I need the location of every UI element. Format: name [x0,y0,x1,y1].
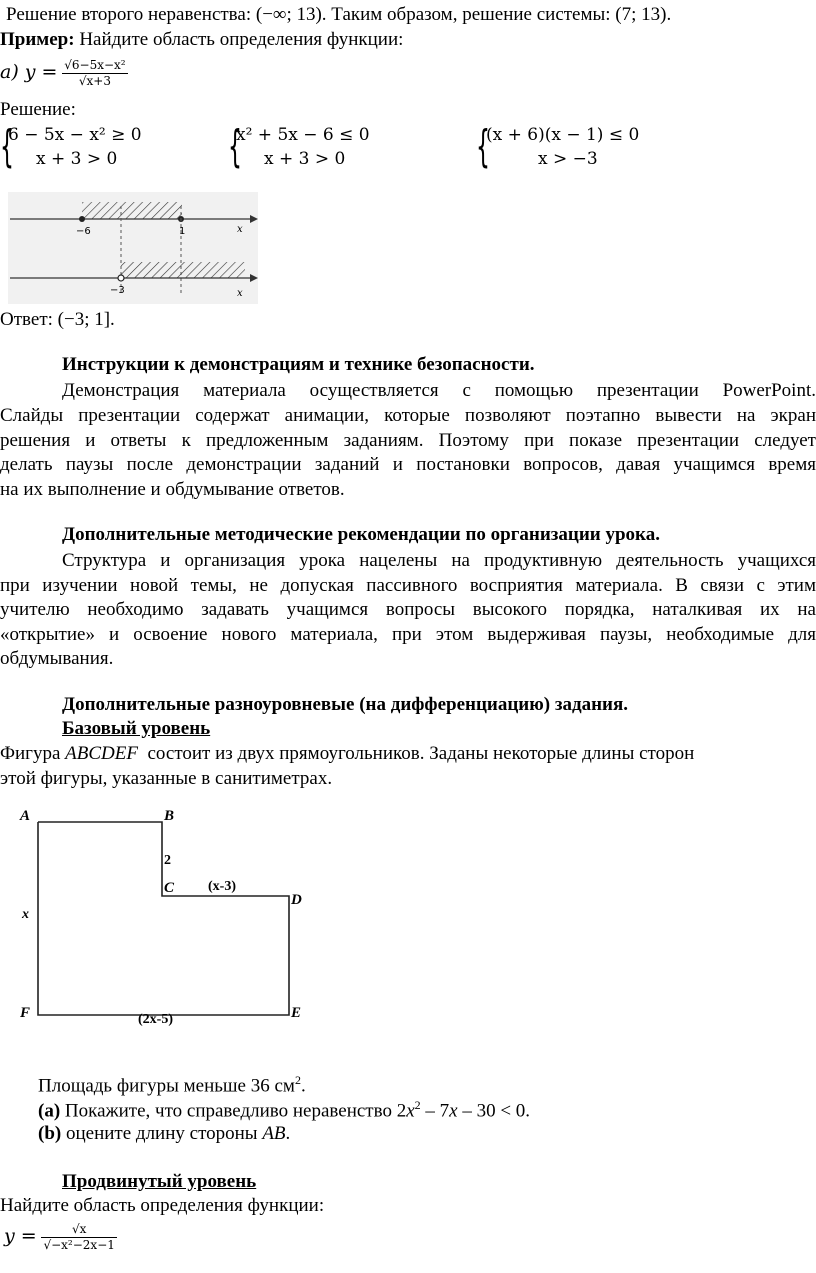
vertex-d: D [291,892,302,908]
task-b-label: (b) [38,1123,62,1144]
area-text [38,1073,306,1097]
answer: Ответ: (−3; 1]. [0,309,115,330]
label-1: 1 [179,226,186,237]
system-1-line2: x + 3 > 0 [36,149,118,169]
section1-line: решения и ответы к предложенным заданиям. Поэтому при показе презентации следует [0,430,816,451]
function-b [4,1222,117,1253]
label-minus3: −3 [110,285,125,296]
function-a-denominator: √x+3 [78,74,111,88]
vertex-b: B [164,808,175,824]
task-b-text: оцените длину стороны [65,1123,258,1144]
task-a-text: Покажите, что справедливо неравенство 2 [64,1100,407,1122]
area-text-main: Площадь фигуры меньше 36 см [38,1075,295,1097]
open-point-minus3 [118,275,124,281]
section2-line: при изучении новой темы, не допуская пассивного восприятия материала. В связи с этим [0,575,816,596]
vertex-f: F [20,1005,31,1021]
figure-word: Фигура [0,743,61,764]
label-bc: 2 [164,853,171,868]
function-b-fraction [41,1222,116,1253]
previous-solution-line: Решение второго неравенства: (−∞; 13). Таким образом, решение системы: (7; 13). [6,4,672,25]
figure-description-line1 [0,743,694,765]
label-minus6: −6 [76,226,91,237]
function-a-fraction [62,58,127,89]
task-a-x2: x [449,1100,458,1122]
system-3 [476,121,706,175]
vertex-c: C [164,880,175,896]
section2-line: учителю необходимо задавать учащимся вопросы высокого порядка, наталкивая их на [0,599,816,620]
label-af: x [22,907,29,922]
label-cd: (x-3) [208,879,236,894]
task-a-text-3: – 30 < 0. [457,1100,531,1122]
section2-last-line: обдумывания. [0,648,114,669]
brace-icon: { [228,121,242,172]
geometry-figure [14,800,324,1040]
example-label: Пример: [0,29,75,50]
axis-2-hatch [121,262,245,278]
system-1 [0,121,200,175]
task-a-text-2: – 7 [420,1100,450,1122]
section1-line: Демонстрация материала осуществляется с помощью презентации PowerPoint. [62,380,816,401]
task-a-label: (a) [38,1100,61,1122]
vertex-e: E [291,1005,302,1021]
function-a [0,58,128,89]
area-sup: 2 [294,1073,301,1087]
function-b-numerator: √x [41,1222,116,1238]
system-2 [228,121,428,175]
advanced-text: Найдите область определения функции: [0,1195,325,1216]
figure-name: ABCDEF [65,743,138,764]
section1-line: делать паузы после демонстрации заданий и постановки вопросов, давая учащимся время [0,454,816,475]
system-1-line1: 6 − 5x − x² ≥ 0 [8,125,142,145]
section2-line: «открытие» и освоение нового материала, при этом выдерживая паузы, необходимые для [0,624,816,645]
brace-icon: { [476,121,490,172]
task-a [38,1098,530,1122]
system-3-line2: x > −3 [538,149,598,169]
basic-level-heading: Базовый уровень [62,718,211,739]
section1-heading: Инструкции к демонстрациям и технике безопасности. [62,354,535,375]
label-x-1: x [237,224,243,235]
function-b-prefix: y = [4,1224,37,1247]
point-minus6 [79,216,85,222]
example-text: Найдите область определения функции: [79,29,404,50]
system-3-line1: (x + 6)(x − 1) ≤ 0 [486,125,640,145]
section2-heading: Дополнительные методические рекомендации по организации урока. [62,524,660,545]
example-line [0,29,403,51]
task-b [38,1123,290,1145]
task-b-segment: AB [262,1123,286,1144]
system-2-line2: x + 3 > 0 [264,149,346,169]
section1-line: Слайды презентации содержат анимации, которые позволяют поэтапно вывести на экран [0,405,816,426]
function-a-prefix: а) y = [0,60,58,83]
brace-icon: { [0,121,14,172]
figure-description: состоит из двух прямоугольников. Заданы некоторые длины сторон [147,743,695,764]
task-a-sup: 2 [414,1098,421,1112]
function-a-numerator: √6−5x−x² [64,58,126,72]
section1-last-line: на их выполнение и обдумывание ответов. [0,479,345,500]
vertex-a: A [20,808,31,824]
area-period: . [300,1075,306,1097]
function-b-denominator: √−x²−2x−1 [43,1238,115,1252]
task-b-end: . [285,1123,291,1144]
advanced-level-heading: Продвинутый уровень [62,1171,257,1192]
figure-outline [38,822,289,1015]
axis-1-hatch [82,202,182,219]
task-a-x: x [406,1100,415,1122]
solution-label: Решение: [0,99,76,120]
label-fe: (2x-5) [138,1012,173,1027]
system-2-line1: x² + 5x − 6 ≤ 0 [236,125,370,145]
section2-line: Структура и организация урока нацелены на продуктивную деятельность учащихся [62,550,816,571]
label-x-2: x [237,288,243,299]
section3-heading: Дополнительные разноуровневые (на дифференциацию) задания. [62,694,629,715]
figure-description-line2: этой фигуры, указанные в санитиметрах. [0,768,333,789]
number-line-figure [8,192,258,304]
